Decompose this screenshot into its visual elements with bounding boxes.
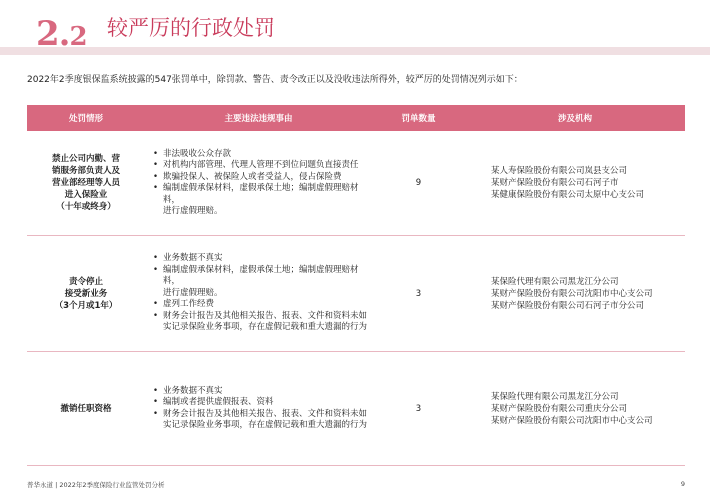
col-header-count: 罚单数量: [372, 105, 465, 131]
ticket-count: 9: [372, 131, 465, 236]
penalty-category: 禁止公司内勤、营 销服务部负责人及 营业部经理等人员 进入保险业 （十年或终身）: [27, 131, 145, 236]
list-item: • 业务数据不真实: [163, 253, 368, 265]
list-item: • 编制或者提供虚假报表、资料: [163, 397, 368, 409]
table-row: [27, 131, 685, 236]
page-number: 9: [680, 480, 685, 488]
table-row: [27, 236, 685, 352]
table-header-row: [27, 105, 685, 131]
col-header-orgs: 涉及机构: [465, 105, 685, 131]
list-item: • 对机构内部管理、代理人管理不到位问题负直接责任: [163, 160, 368, 172]
violation-reasons: [145, 236, 372, 352]
list-item: • 非法吸收公众存款: [163, 149, 368, 161]
list-item: • 财务会计报告及其他相关报告、报表、文件和资料未如 实记录保险业务事项，存在虚假记载和重大遗漏的行为: [163, 311, 368, 334]
ticket-count: 3: [372, 352, 465, 466]
header-band: [0, 47, 710, 55]
intro-text: 2022年2季度银保监系统披露的547张罚单中，除罚款、警告、责令改正以及没收违法所得外，较严厉的处罚情况列示如下：: [27, 75, 523, 85]
list-item: • 编制虚假承保材料，虚假承保土地；编制虚假理赔材料， 进行虚假理赔。: [163, 183, 368, 218]
penalty-category: 责令停止 接受新业务 （3个月或1年）: [27, 236, 145, 352]
violation-reasons: [145, 131, 372, 236]
list-item: • 财务会计报告及其他相关报告、报表、文件和资料未如 实记录保险业务事项，存在虚假记载和重大遗漏的行为: [163, 409, 368, 432]
involved-orgs: 某人寿保险股份有限公司岚县支公司 某财产保险股份有限公司石河子市 某健康保险股份有限公司太原中心支公司: [465, 131, 685, 236]
penalty-table: [27, 105, 685, 466]
footer-source: 普华永道 | 2022年2季度保险行业监管处罚分析: [27, 481, 165, 489]
section-number: 2.2: [36, 14, 87, 54]
table-row: [27, 352, 685, 466]
list-item: • 编制虚假承保材料，虚假承保土地；编制虚假理赔材料， 进行虚假理赔。: [163, 265, 368, 300]
list-item: • 业务数据不真实: [163, 386, 368, 398]
involved-orgs: 某保险代理有限公司黑龙江分公司 某财产保险股份有限公司重庆分公司 某财产保险股份有限公司沈阳市中心支公司: [465, 352, 685, 466]
involved-orgs: 某保险代理有限公司黑龙江分公司 某财产保险股份有限公司沈阳市中心支公司 某财产保险股份有限公司石河子市分公司: [465, 236, 685, 352]
col-header-category: 处罚情形: [27, 105, 145, 131]
penalty-category: 撤销任职资格: [27, 352, 145, 466]
ticket-count: 3: [372, 236, 465, 352]
violation-reasons: [145, 352, 372, 466]
col-header-reasons: 主要违法违规事由: [145, 105, 372, 131]
list-item: • 欺骗投保人、被保险人或者受益人，侵占保险费: [163, 172, 368, 184]
page-title: 较严厉的行政处罚: [107, 16, 275, 40]
list-item: • 虚列工作经费: [163, 299, 368, 311]
